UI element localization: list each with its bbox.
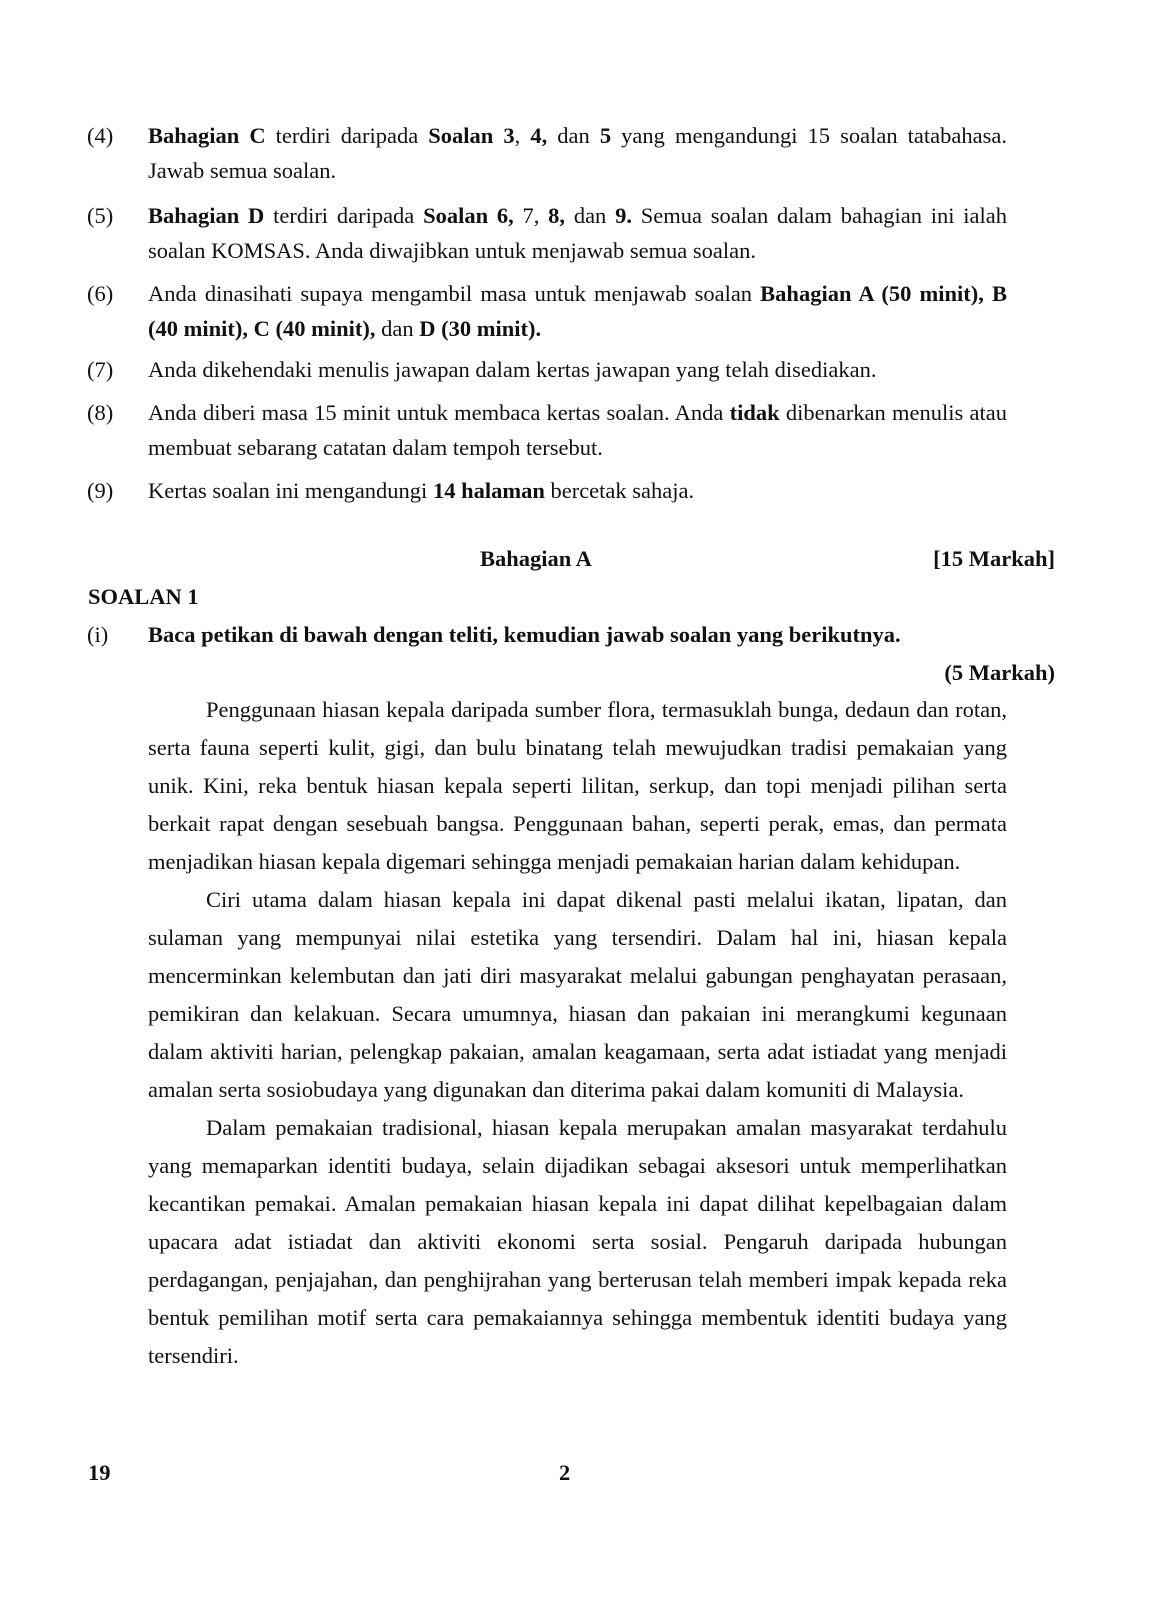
section-marks: [15 Markah] [933, 546, 1055, 571]
question-marks: (5 Markah) [944, 660, 1055, 685]
instruction-text: Bahagian D terdiri daripada Soalan 6, 7, 8, dan 9. Semua soalan dalam bahagian ini ialah soalan KOMSAS. Anda diwajibkan untuk menjawab semua soalan. [148, 203, 1007, 263]
instruction-text: Anda dikehendaki menulis jawapan dalam kertas jawapan yang telah disediakan. [148, 357, 877, 382]
instruction-number: (9) [87, 478, 114, 503]
instruction-number: (6) [87, 281, 114, 306]
instruction-item [87, 395, 1007, 465]
instruction-number: (7) [87, 357, 114, 382]
passage-paragraph: Ciri utama dalam hiasan kepala ini dapat dikenal pasti melalui ikatan, lipatan, dan sulaman yang mempunyai nilai estetika yang tersendiri. Dalam hal ini, hiasan kepala mencerminkan kelembutan dan jati diri masyarakat melalui gabungan penghayatan perasaan, pemikiran dan kelakuan. Secara umumnya, hiasan dan pakaian ini merangkumi kegunaan dalam aktiviti harian, pelengkap pakaian, amalan keagamaan, serta adat istiadat yang menjadi amalan serta sosiobudaya yang digunakan dan diterima pakai dalam komuniti di Malaysia. [148, 887, 1007, 1102]
instruction-number: (8) [87, 400, 114, 425]
reading-passage [148, 691, 1007, 1375]
question-item-text: Baca petikan di bawah dengan teliti, kemudian jawab soalan yang berikutnya. [148, 622, 901, 647]
question-item [87, 617, 1007, 652]
passage-paragraph: Penggunaan hiasan kepala daripada sumber flora, termasuklah bunga, dedaun dan rotan, serta fauna seperti kulit, gigi, dan bulu binatang telah mewujudkan tradisi pemakaian yang unik. Kini, reka bentuk hiasan kepala seperti lilitan, serkup, dan topi menjadi pilihan serta berkait rapat dengan sesebuah bangsa. Penggunaan bahan, seperti perak, emas, dan permata menjadikan hiasan kepala digemari sehingga menjadi pemakaian harian dalam kehidupan. [148, 697, 1007, 874]
question-title: SOALAN 1 [88, 584, 199, 609]
instruction-text: Kertas soalan ini mengandungi 14 halaman bercetak sahaja. [148, 478, 695, 503]
instruction-item [87, 118, 1007, 188]
page-number: 2 [559, 1460, 571, 1485]
section-header [0, 541, 1163, 576]
instruction-number: (4) [87, 123, 114, 148]
instruction-text: Bahagian C terdiri daripada Soalan 3, 4, dan 5 yang mengandungi 15 soalan tatabahasa. Jawab semua soalan. [148, 123, 1007, 183]
question-item-number: (i) [87, 622, 109, 647]
instruction-item [87, 352, 1007, 387]
instruction-item [87, 198, 1007, 268]
instruction-item [87, 473, 1007, 508]
instruction-number: (5) [87, 203, 114, 228]
passage-paragraph: Dalam pemakaian tradisional, hiasan kepala merupakan amalan masyarakat terdahulu yang memaparkan identiti budaya, selain dijadikan sebagai aksesori untuk memperlihatkan kecantikan pemakai. Amalan pemakaian hiasan kepala ini dapat dilihat kepelbagaian dalam upacara adat istiadat dan aktiviti ekonomi serta sosial. Pengaruh daripada hubungan perdagangan, penjajahan, dan penghijrahan yang berterusan telah memberi impak kepada reka bentuk pemilihan motif serta cara pemakaiannya sehingga membentuk identiti budaya yang tersendiri. [148, 1115, 1007, 1368]
instruction-text: Anda diberi masa 15 minit untuk membaca kertas soalan. Anda tidak dibenarkan menulis atau membuat sebarang catatan dalam tempoh tersebut. [148, 400, 1007, 460]
instruction-item [87, 276, 1007, 346]
section-title: Bahagian A [480, 546, 592, 571]
footer-code: 19 [88, 1460, 111, 1485]
instruction-text: Anda dinasihati supaya mengambil masa untuk menjawab soalan Bahagian A (50 minit), B (40 minit), C (40 minit), dan D (30 minit). [148, 281, 1007, 341]
